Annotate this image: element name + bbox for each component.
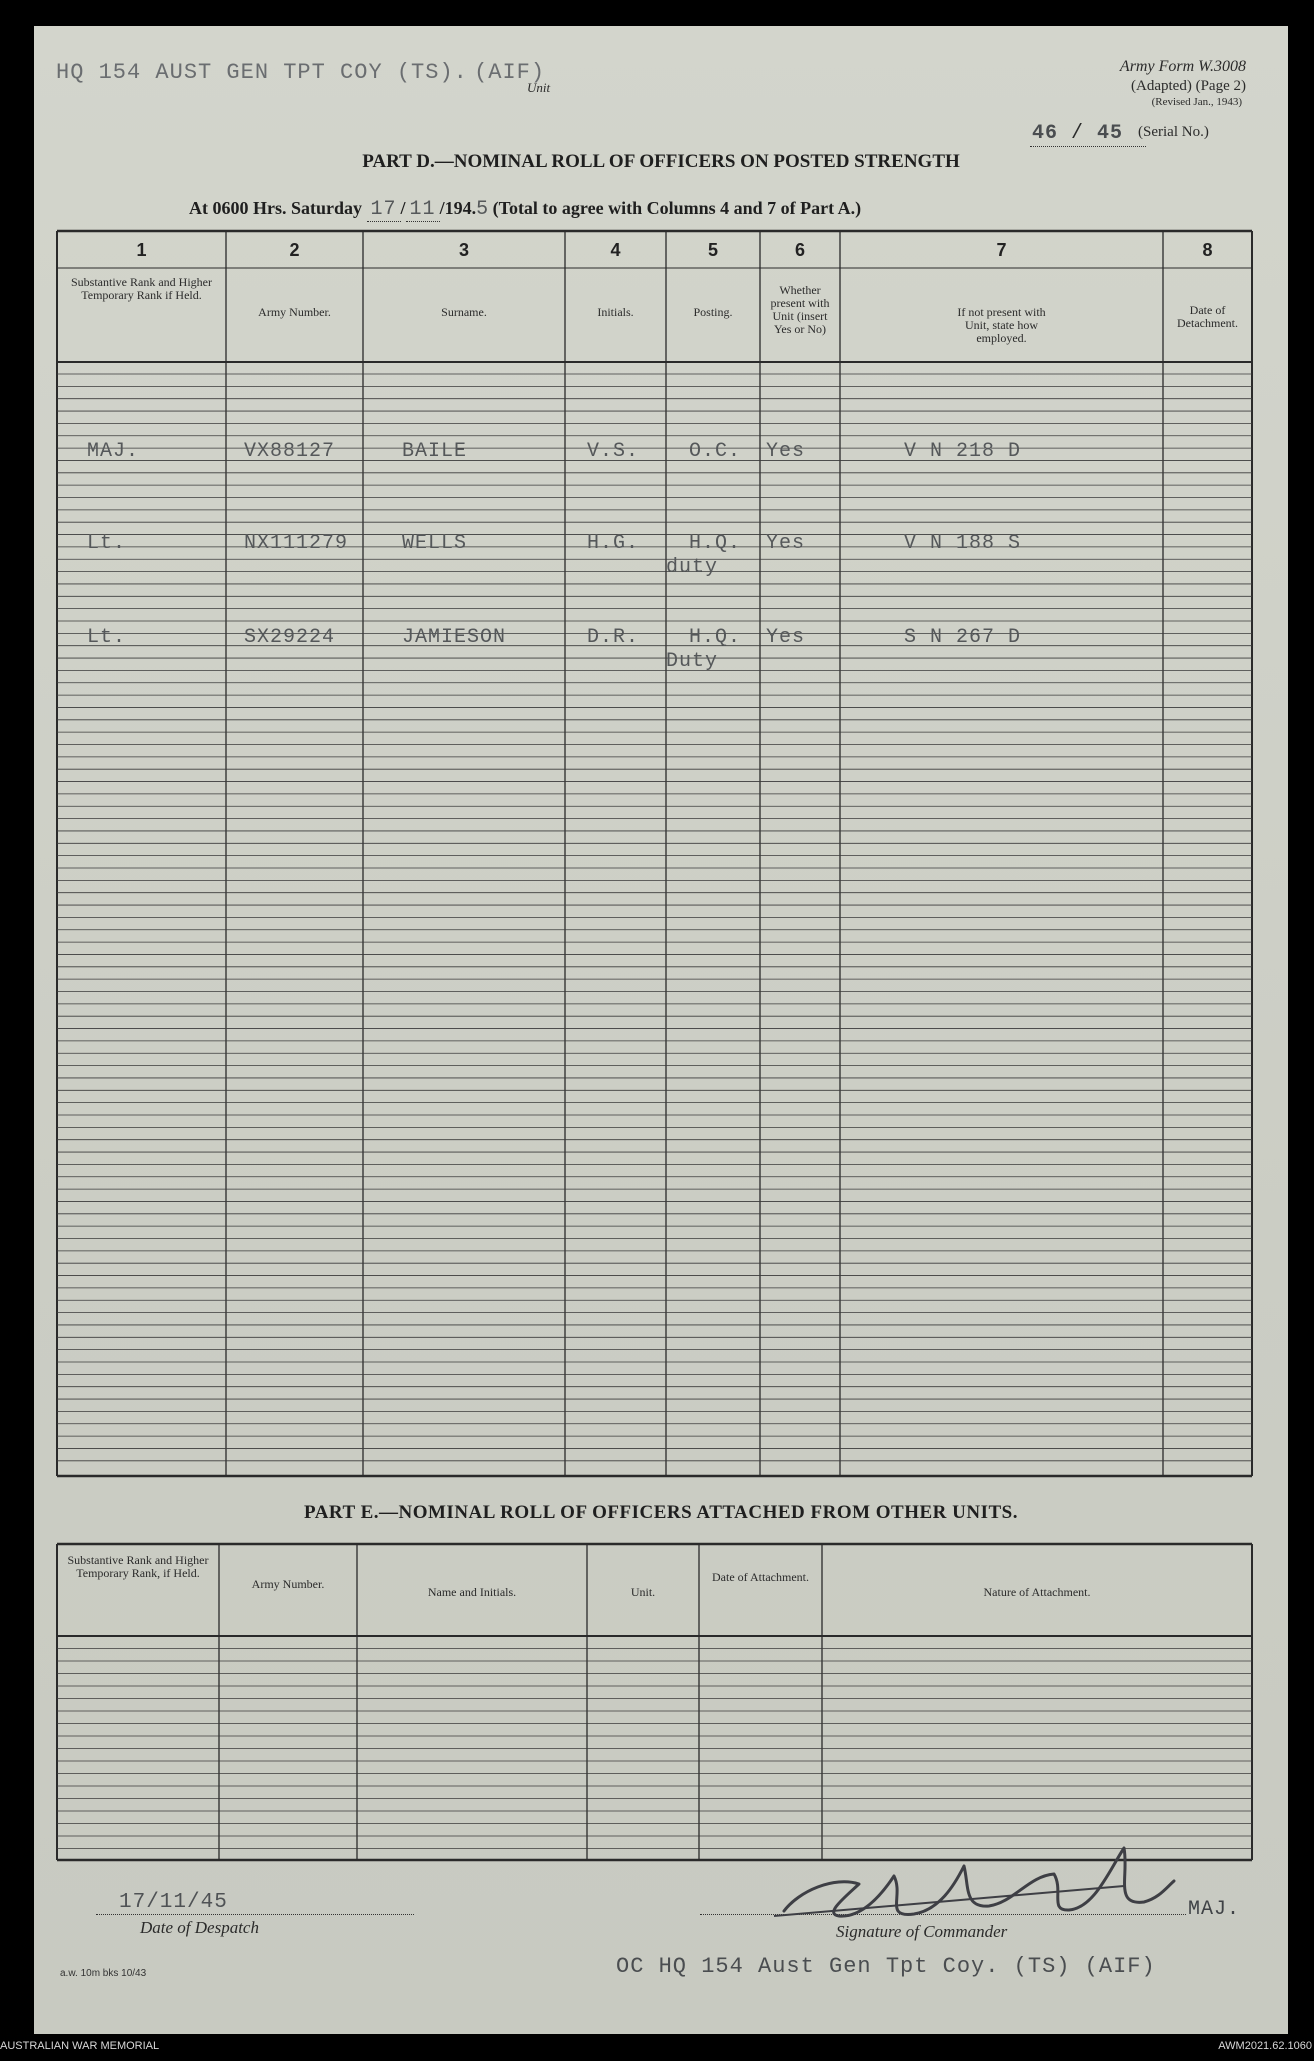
cell-present: Yes <box>766 440 806 463</box>
date-year-digit: 5 <box>476 198 489 221</box>
cell-army-number: VX88127 <box>244 440 336 463</box>
archive-id: AWM2021.62.1060 <box>1218 2040 1312 2052</box>
serial-label: (Serial No.) <box>1138 124 1209 140</box>
part-d-table <box>34 26 1288 2034</box>
part-e-col-header-4: Unit. <box>630 1585 656 1599</box>
col-header-3: Surname. <box>441 305 487 319</box>
signature-label: Signature of Commander <box>836 1922 1008 1941</box>
cell-present: Yes <box>766 532 806 555</box>
part-e-title: PART E.—NOMINAL ROLL OF OFFICERS ATTACHED FROM OTHER UNITS. <box>304 1502 1018 1523</box>
document-page <box>34 26 1288 2034</box>
part-e-col-header-5: Date of Attachment. <box>712 1570 809 1584</box>
part-e-col-header-3: Name and Initials. <box>427 1585 517 1599</box>
part-d-datetime: At 0600 Hrs. Saturday 17 / 11 /194.5 (Total to agree with Columns 4 and 7 of Part A.) <box>189 198 862 221</box>
commander-signature <box>764 1836 1184 1926</box>
col-number-3: 3 <box>458 240 469 260</box>
unit-name: HQ 154 AUST GEN TPT COY (TS). (AIF) <box>56 60 546 85</box>
cell-army-number: NX111279 <box>244 532 349 555</box>
col-header-5: Posting. <box>693 305 733 319</box>
cell-employment: S N 267 D <box>904 626 1022 649</box>
col-number-1: 1 <box>136 240 147 260</box>
col-header-7: If not present with Unit, state how employed. <box>957 305 1046 345</box>
cell-employment: V N 218 D <box>904 440 1022 463</box>
cell-posting-line2: duty <box>666 556 719 579</box>
part-e-col-header-2: Army Number. <box>251 1577 325 1591</box>
archive-name: AUSTRALIAN WAR MEMORIAL <box>0 2040 160 2052</box>
commander-unit: OC HQ 154 Aust Gen Tpt Coy. (TS) (AIF) <box>616 1954 1156 1979</box>
cell-army-number: SX29224 <box>244 626 336 649</box>
part-e-col-header-1: Substantive Rank and Higher Temporary Rank, if Held. <box>67 1553 209 1580</box>
date-day: 17 <box>367 198 401 222</box>
col-header-1: Substantive Rank and Higher Temporary Rank if Held. <box>71 275 212 302</box>
cell-posting-line2: Duty <box>666 650 719 673</box>
cell-initials: H.G. <box>587 532 640 555</box>
form-adapted: (Adapted) (Page 2) <box>1131 78 1246 94</box>
cell-rank: Lt. <box>87 532 127 555</box>
col-number-5: 5 <box>707 240 718 260</box>
cell-employment: V N 188 S <box>904 532 1022 555</box>
col-number-6: 6 <box>794 240 805 260</box>
col-header-4: Initials. <box>597 305 634 319</box>
cell-present: Yes <box>766 626 806 649</box>
col-number-4: 4 <box>610 240 621 260</box>
cell-rank: Lt. <box>87 626 127 649</box>
serial-number: 46 / 45 <box>1032 122 1124 145</box>
cell-posting: H.Q. <box>689 626 742 649</box>
despatch-label: Date of Despatch <box>140 1918 259 1937</box>
cell-surname: JAMIESON <box>402 626 507 649</box>
despatch-line <box>96 1914 414 1915</box>
cell-rank: MAJ. <box>87 440 140 463</box>
col-number-8: 8 <box>1202 240 1213 260</box>
date-month: 11 <box>406 198 440 222</box>
cell-surname: BAILE <box>402 440 468 463</box>
col-header-6: Whether present with Unit (insert Yes or No) <box>770 283 830 336</box>
part-d-title: PART D.—NOMINAL ROLL OF OFFICERS ON POSTED STRENGTH <box>362 151 960 172</box>
cell-initials: D.R. <box>587 626 640 649</box>
cell-initials: V.S. <box>587 440 640 463</box>
form-revised: (Revised Jan., 1943) <box>1151 96 1242 108</box>
col-header-2: Army Number. <box>258 305 331 319</box>
commander-rank: MAJ. <box>1188 1898 1241 1921</box>
col-number-7: 7 <box>996 240 1007 260</box>
unit-label: Unit <box>527 80 551 95</box>
col-number-2: 2 <box>289 240 300 260</box>
col-header-8: Date of Detachment. <box>1177 303 1238 330</box>
cell-posting: O.C. <box>689 440 742 463</box>
archive-footer-bar <box>0 2034 1314 2061</box>
cell-posting: H.Q. <box>689 532 742 555</box>
print-code: a.w. 10m bks 10/43 <box>60 1968 147 1979</box>
army-form-label: Army Form W.3008 <box>1119 58 1246 75</box>
despatch-date: 17/11/45 <box>119 1891 228 1914</box>
part-e-col-header-6: Nature of Attachment. <box>983 1585 1091 1599</box>
cell-surname: WELLS <box>402 532 468 555</box>
